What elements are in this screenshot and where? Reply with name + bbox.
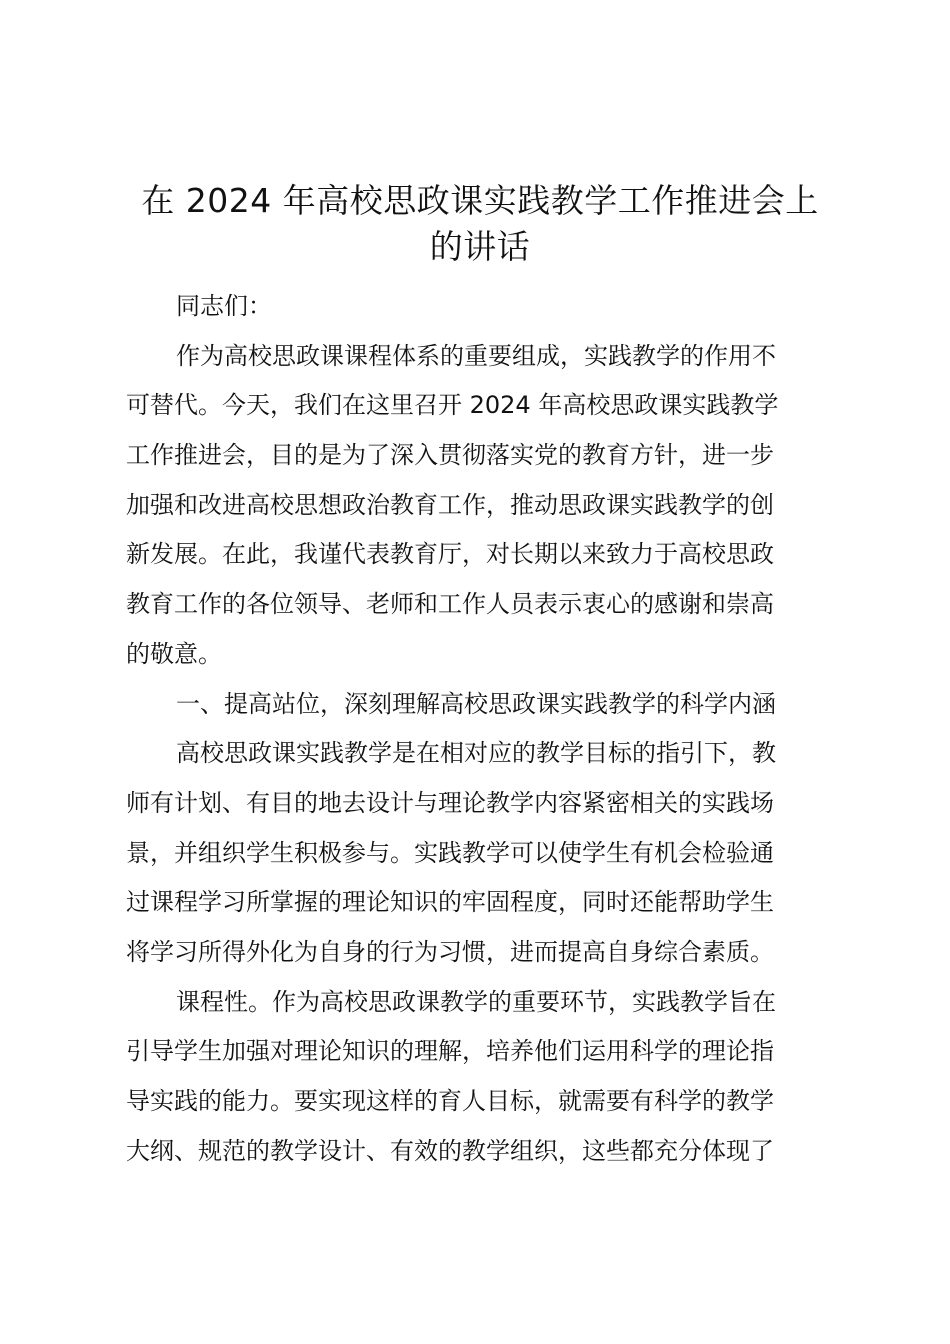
document-title xyxy=(120,178,840,270)
paragraph-course-nature xyxy=(126,978,836,1177)
paragraph-line: 过课程学习所掌握的理论知识的牢固程度，同时还能帮助学生 xyxy=(126,888,774,917)
paragraph-intro xyxy=(126,332,836,680)
paragraph-line: 的敬意。 xyxy=(126,639,222,668)
paragraph-line: 工作推进会，目的是为了深入贯彻落实党的教育方针，进一步 xyxy=(126,441,774,470)
paragraph-line: 可替代。今天，我们在这里召开 2024 年高校思政课实践教学 xyxy=(126,391,779,420)
salutation xyxy=(126,282,836,332)
paragraph-line: 导实践的能力。要实现这样的育人目标，就需要有科学的教学 xyxy=(126,1087,774,1115)
paragraph-line: 景，并组织学生积极参与。实践教学可以使学生有机会检验通 xyxy=(126,838,774,867)
paragraph-line: 加强和改进高校思想政治教育工作，推动思政课实践教学的创 xyxy=(126,490,774,519)
salutation-text: 同志们： xyxy=(176,292,272,320)
title-line-1: 在 2024 年高校思政课实践教学工作推进会上 xyxy=(141,181,819,220)
paragraph-line: 高校思政课实践教学是在相对应的教学目标的指引下，教 xyxy=(176,739,776,768)
paragraph-line: 课程性。作为高校思政课教学的重要环节，实践教学旨在 xyxy=(176,987,776,1016)
title-line-2: 的讲话 xyxy=(429,227,531,266)
section-heading xyxy=(126,680,836,730)
paragraph-line: 新发展。在此，我谨代表教育厅，对长期以来致力于高校思政 xyxy=(126,540,774,569)
paragraph-line: 师有计划、有目的地去设计与理论教学内容紧密相关的实践场 xyxy=(126,788,774,817)
document-body xyxy=(126,282,836,1176)
paragraph-line: 教育工作的各位领导、老师和工作人员表示衷心的感谢和崇高 xyxy=(126,590,774,619)
paragraph-line: 作为高校思政课课程体系的重要组成，实践教学的作用不 xyxy=(176,341,776,370)
paragraph-line: 引导学生加强对理论知识的理解，培养他们运用科学的理论指 xyxy=(126,1037,774,1066)
paragraph-line: 将学习所得外化为自身的行为习惯，进而提高自身综合素质。 xyxy=(126,937,774,966)
section-heading-text: 一、提高站位，深刻理解高校思政课实践教学的科学内涵 xyxy=(176,689,776,718)
paragraph-line: 大纲、规范的教学设计、有效的教学组织，这些都充分体现了 xyxy=(126,1136,774,1165)
paragraph-definition xyxy=(126,729,836,977)
